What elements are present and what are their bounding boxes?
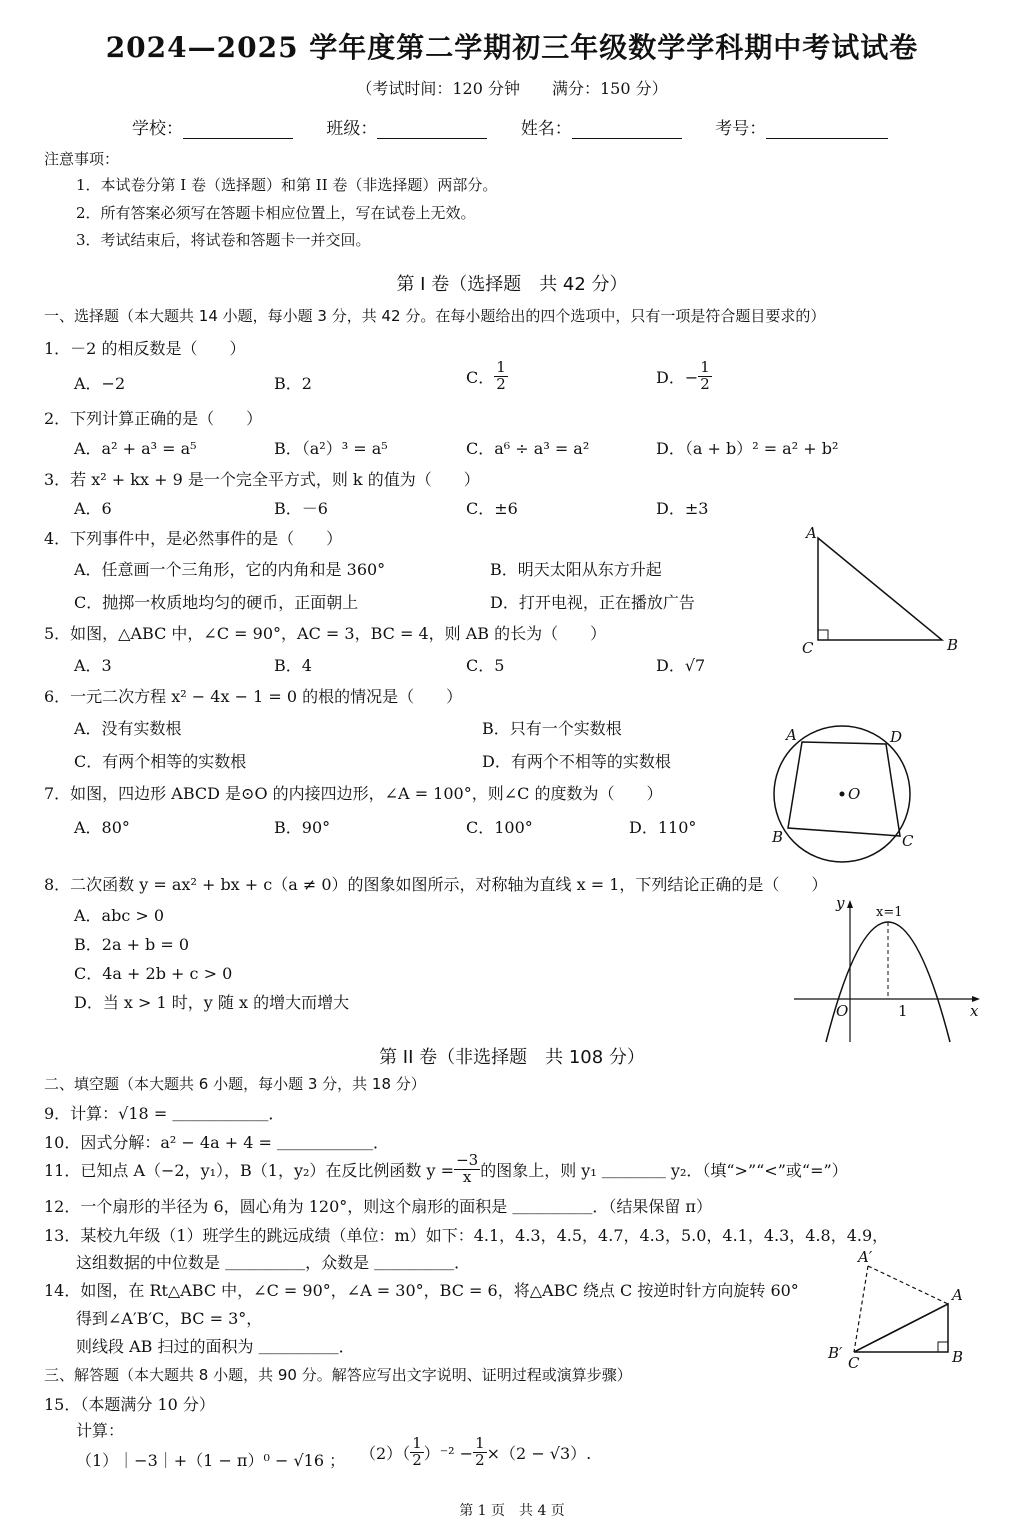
q2-option-c: C．a⁶ ÷ a³ = a² — [466, 439, 590, 458]
question-4-stem: 4．下列事件中，是必然事件的是（ ） — [44, 529, 343, 548]
q1-option-d-label: D．− — [656, 367, 699, 387]
question-15-prompt: 计算： — [76, 1421, 125, 1440]
q1-option-c — [466, 360, 508, 393]
fraction — [473, 1436, 487, 1469]
q4-option-b: B．明天太阳从东方升起 — [490, 560, 662, 579]
q4-option-a: A．任意画一个三角形，它的内角和是 360° — [74, 560, 386, 579]
section-solutions: 三、解答题（本大题共 8 小题，共 90 分。解答应写出文字说明、证明过程或演算步骤） — [44, 1366, 632, 1384]
question-15-part2 — [360, 1436, 591, 1469]
fraction-denominator: 2 — [475, 1450, 485, 1469]
vertex-label-c: C — [802, 639, 814, 657]
figure-parabola — [790, 892, 990, 1044]
q1-option-b: B．2 — [274, 374, 312, 393]
part1-heading: 第 I 卷（选择题 共 42 分） — [396, 274, 628, 295]
question-6-stem: 6．一元二次方程 x² − 4x − 1 = 0 的根的情况是（ ） — [44, 687, 463, 706]
segment-a1-c — [854, 1266, 868, 1352]
q5-option-d: D．√7 — [656, 656, 706, 675]
figure-inscribed-quadrilateral — [760, 718, 940, 858]
q15-p2-mid: ）⁻² − — [423, 1443, 474, 1463]
q3-option-d: D．±3 — [656, 499, 709, 518]
exam-title: 2024—2025 学年度第二学期初三年级数学学科期中考试试卷 — [105, 31, 919, 64]
q8-option-b: B．2a + b = 0 — [74, 935, 190, 954]
student-info-fields — [132, 114, 916, 139]
fraction — [494, 360, 508, 393]
fraction-numerator: 1 — [475, 1434, 485, 1452]
question-13-line2: 这组数据的中位数是 ＿＿＿＿＿，众数是 ＿＿＿＿＿． — [76, 1253, 471, 1272]
note-item: 3．考试结束后，将试卷和答题卡一并交回。 — [76, 231, 371, 249]
q7-option-d: D．110° — [629, 818, 697, 837]
question-13-line1: 13．某校九年级（1）班学生的跳远成绩（单位：m）如下：4.1，4.3，4.5，4.7，4.3，5.0，4.1，4.3，4.8，4.9， — [44, 1226, 889, 1245]
fraction-denominator: x — [462, 1167, 472, 1186]
x-axis-label: x — [970, 1002, 979, 1020]
q1-option-a: A．−2 — [74, 374, 126, 393]
part2-heading: 第 II 卷（非选择题 共 108 分） — [379, 1047, 645, 1068]
q5-option-a: A．3 — [74, 656, 112, 675]
fraction-numerator: 1 — [496, 358, 506, 376]
vertex-label-a: A — [786, 726, 797, 744]
y-axis-arrow — [847, 900, 853, 908]
q3-option-c: C．±6 — [466, 499, 518, 518]
q8-option-d: D．当 x > 1 时，y 随 x 的增大而增大 — [74, 993, 350, 1012]
fraction-numerator: −3 — [456, 1151, 479, 1169]
question-14-line3: 则线段 AB 扫过的面积为 ＿＿＿＿＿． — [76, 1337, 355, 1356]
q4-option-c: C．抛掷一枚质地均匀的硬币，正面朝上 — [74, 593, 359, 612]
field-blank-class — [377, 121, 487, 139]
vertex-label-a-prime: A′ — [858, 1248, 873, 1266]
q2-option-a: A．a² + a³ = a⁵ — [74, 439, 197, 458]
fraction — [698, 360, 712, 393]
vertex-label-a: A — [952, 1286, 963, 1304]
question-15-head: 15．（本题满分 10 分） — [44, 1395, 215, 1414]
question-3-stem: 3．若 x² + kx + 9 是一个完全平方式，则 k 的值为（ ） — [44, 470, 480, 489]
q3-option-a: A．6 — [74, 499, 112, 518]
q11-pre: 11．已知点 A（−2，y₁），B（1，y₂）在反比例函数 y = — [44, 1160, 455, 1180]
exam-subtitle: （考试时间：120 分钟 满分：150 分） — [356, 79, 668, 98]
section-fill-in: 二、填空题（本大题共 6 小题，每小题 3 分，共 18 分） — [44, 1075, 426, 1093]
fraction-numerator: 1 — [700, 358, 710, 376]
question-9: 9．计算：√18 = ＿＿＿＿＿＿． — [44, 1104, 285, 1123]
q15-p2-pre: （2）（ — [360, 1443, 411, 1463]
question-1-stem: 1．－2 的相反数是（ ） — [44, 339, 246, 358]
q5-option-b: B．4 — [274, 656, 312, 675]
q4-option-d: D．打开电视，正在播放广告 — [490, 593, 695, 612]
question-5-stem: 5．如图，△ABC 中，∠C = 90°，AC = 3，BC = 4，则 AB 的长为（ ） — [44, 624, 607, 643]
notes-heading: 注意事项： — [44, 150, 120, 168]
center-point — [840, 792, 845, 797]
vertex-label-d: D — [890, 728, 903, 746]
figure-right-triangle — [790, 520, 980, 670]
fraction-denominator: 2 — [412, 1450, 422, 1469]
question-15-part1: （1）｜−3｜+（1 − π）⁰ − √16 ； — [76, 1451, 346, 1470]
question-14-line1: 14．如图，在 Rt△ABC 中，∠C = 90°，∠A = 30°，BC = 6，将△ABC 绕点 C 按逆时针方向旋转 60° — [44, 1281, 799, 1300]
question-14-line2: 得到∠A′B′C，BC = 3°， — [76, 1309, 263, 1328]
q11-post: 的图象上，则 y₁ ＿＿＿＿ y₂．（填“>”“<”或“=”） — [480, 1160, 848, 1180]
question-10: 10．因式分解：a² − 4a + 4 = ＿＿＿＿＿＿． — [44, 1133, 389, 1152]
q5-option-c: C．5 — [466, 656, 505, 675]
question-11 — [44, 1153, 848, 1186]
vertex-label-b: B — [772, 828, 784, 846]
q7-option-a: A．80° — [74, 818, 130, 837]
field-label-id: 考号： — [715, 119, 767, 139]
vertex-label-c: C — [902, 832, 914, 850]
q2-option-d: D．（a + b）² = a² + b² — [656, 439, 839, 458]
q7-option-c: C．100° — [466, 818, 533, 837]
question-7-stem: 7．如图，四边形 ABCD 是⊙O 的内接四边形，∠A = 100°，则∠C 的度数为（ ） — [44, 784, 663, 803]
q1-option-d — [656, 360, 712, 393]
question-12: 12．一个扇形的半径为 6，圆心角为 120°，则这个扇形的面积是 ＿＿＿＿＿．（结果保留 π） — [44, 1197, 712, 1216]
q6-option-c: C．有两个相等的实数根 — [74, 752, 247, 771]
note-item: 2．所有答案必须写在答题卡相应位置上，写在试卷上无效。 — [76, 204, 476, 222]
quadrilateral-abcd — [788, 742, 900, 836]
q2-option-b: B．（a²）³ = a⁵ — [274, 439, 388, 458]
q6-option-b: B．只有一个实数根 — [482, 719, 622, 738]
q8-option-a: A．abc > 0 — [74, 906, 165, 925]
vertex-label-b: B — [947, 636, 959, 654]
q1-option-c-label: C． — [466, 367, 495, 387]
field-blank-school — [183, 121, 293, 139]
fraction-numerator: 1 — [412, 1434, 422, 1452]
q3-option-b: B．－6 — [274, 499, 328, 518]
right-angle-mark — [938, 1342, 948, 1352]
q15-p2-post: ×（2 − √3）. — [486, 1443, 592, 1463]
segment-a1-a — [868, 1266, 948, 1304]
symmetry-axis-label: x=1 — [876, 905, 903, 920]
fraction-denominator: 2 — [700, 374, 710, 393]
vertex-label-c: C — [848, 1354, 860, 1372]
triangle-shape — [818, 538, 942, 640]
q7-option-b: B．90° — [274, 818, 331, 837]
note-item: 1．本试卷分第 I 卷（选择题）和第 II 卷（非选择题）两部分。 — [76, 176, 498, 194]
fraction-denominator: 2 — [496, 374, 506, 393]
right-angle-mark — [818, 630, 828, 640]
origin-label: O — [836, 1002, 849, 1020]
segment-ac — [854, 1304, 948, 1352]
fraction — [454, 1153, 480, 1186]
vertex-label-a: A — [806, 524, 817, 542]
q6-option-a: A．没有实数根 — [74, 719, 182, 738]
field-label-name: 姓名： — [520, 119, 572, 139]
q8-option-c: C．4a + 2b + c > 0 — [74, 964, 233, 983]
vertex-label-b-prime: B′ — [828, 1344, 843, 1362]
section-multiple-choice: 一、选择题（本大题共 14 小题，每小题 3 分，共 42 分。在每小题给出的四个选项中，只有一项是符合题目要求的） — [44, 307, 826, 325]
field-blank-name — [572, 121, 682, 139]
field-label-school: 学校： — [132, 119, 183, 139]
field-blank-id — [766, 121, 888, 139]
q6-option-d: D．有两个不相等的实数根 — [482, 752, 671, 771]
page-footer: 第 1 页 共 4 页 — [459, 1503, 565, 1519]
figure-rotation — [824, 1248, 1004, 1378]
field-label-class: 班级： — [326, 119, 378, 139]
y-axis-label: y — [836, 894, 845, 912]
vertex-label-b: B — [952, 1348, 964, 1366]
fraction — [410, 1436, 424, 1469]
question-8-stem: 8．二次函数 y = ax² + bx + c（a ≠ 0）的图象如图所示，对称轴为直线 x = 1，下列结论正确的是（ ） — [44, 875, 828, 894]
question-2-stem: 2．下列计算正确的是（ ） — [44, 409, 263, 428]
center-label-o: O — [848, 785, 861, 803]
tick-label-one: 1 — [898, 1002, 908, 1020]
